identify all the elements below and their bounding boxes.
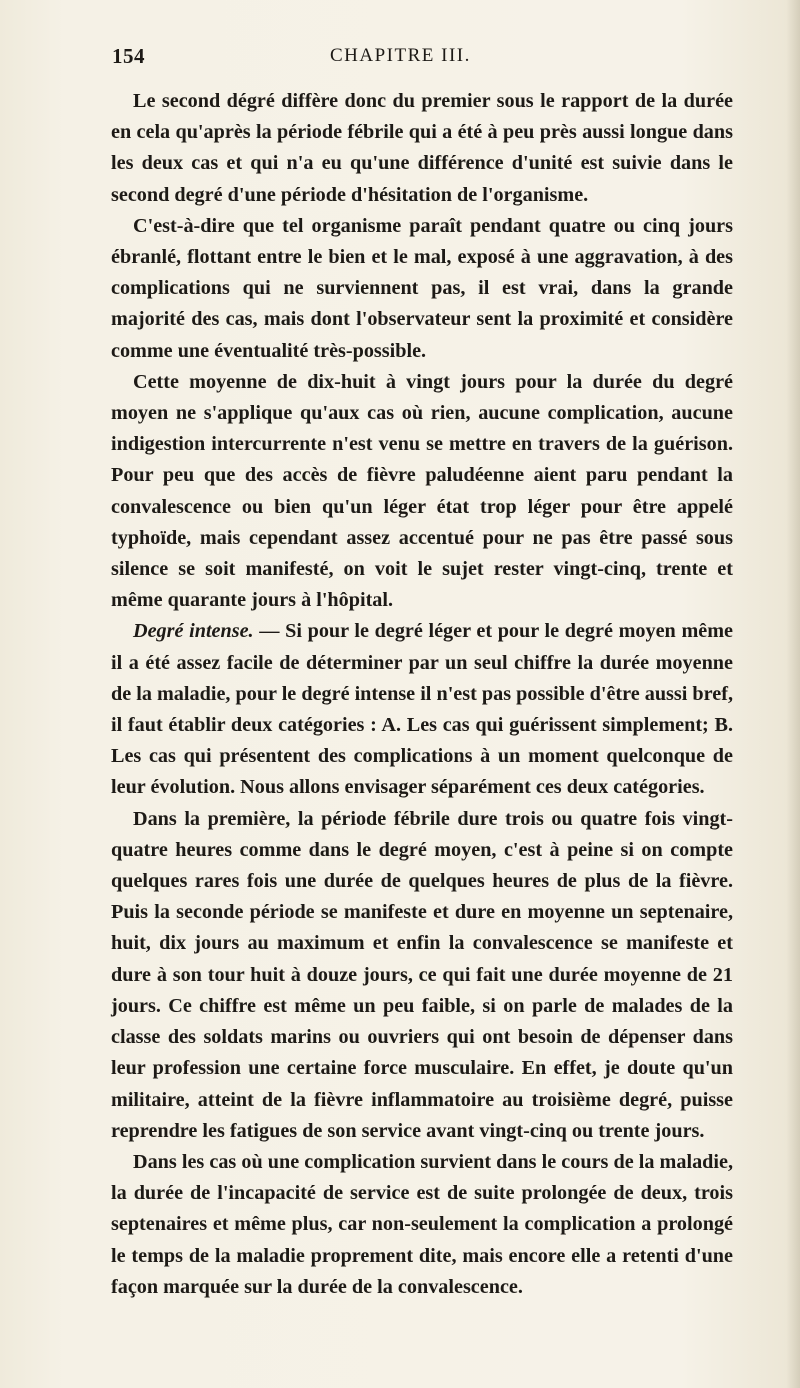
page-number: 154 <box>112 44 145 68</box>
running-head: CHAPITRE III. <box>330 45 471 66</box>
paragraph-4-text: — Si pour le degré léger et pour le degré moyen même il a été assez facile de déterminer par un seul chiffre la durée moyenne de la maladie, pour le degré intense il n'est pas possible d'être aussi bref, il faut établir deux catégories : A. Les cas qui guérissent simplement; B. Les cas qui présentent des complications à un moment quelconque de leur évolution. Nous allons envisager séparément ces deux catégories. <box>111 620 733 799</box>
section-lead-degre-intense: Degré intense. <box>133 620 254 643</box>
paragraph-5: Dans la première, la période fébrile dure trois ou quatre fois vingt-quatre heures comme dans le degré moyen, c'est à peine si on compte quelques rares fois une durée de quelques heures de plus de la fièvre. Puis la seconde période se manifeste et dure en moyenne un septenaire, huit, dix jours au maximum et enfin la convalescence se manifeste et dure à son tour huit à douze jours, ce qui fait une durée moyenne de 21 jours. Ce chiffre est même un peu faible, si on parle de malades de la classe des soldats marins ou ouvriers qui ont besoin de dépenser dans leur profession une certaine force musculaire. En effet, je doute qu'un militaire, atteint de la fièvre inflammatoire au troisième degré, puisse reprendre les fatigues de son service avant vingt-cinq ou trente jours. <box>111 807 733 1142</box>
page-header <box>112 44 732 74</box>
page-edge-shadow <box>786 0 800 1388</box>
body-text <box>111 86 733 1303</box>
paragraph-1: Le second dégré diffère donc du premier sous le rapport de la durée en cela qu'après la période fébrile qui a été à peu près aussi longue dans les deux cas et qui n'a eu qu'une différence d'unité est suivie dans le second degré d'une période d'hésitation de l'organisme. <box>111 90 733 206</box>
paragraph-3: Cette moyenne de dix-huit à vingt jours pour la durée du degré moyen ne s'applique qu'aux cas où rien, aucune complication, aucune indigestion intercurrente n'est venu se mettre en travers de la guérison. Pour peu que des accès de fièvre paludéenne aient paru pendant la convalescence ou bien qu'un léger état trop léger pour être appelé typhoïde, mais cependant assez accentué pour ne pas être passé sous silence se soit manifesté, on voit le sujet rester vingt-cinq, trente et même quarante jours à l'hôpital. <box>111 370 733 612</box>
paragraph-4 <box>111 616 733 803</box>
paragraph-6: Dans les cas où une complication survient dans le cours de la maladie, la durée de l'incapacité de service est de suite prolongée de deux, trois septenaires et même plus, car non-seulement la complication a prolongé le temps de la maladie proprement dite, mais encore elle a retenti d'une façon marquée sur la durée de la convalescence. <box>111 1150 733 1298</box>
paragraph-2: C'est-à-dire que tel organisme paraît pendant quatre ou cinq jours ébranlé, flottant entre le bien et le mal, exposé à une aggravation, à des complications qui ne surviennent pas, il est vrai, dans la grande majorité des cas, mais dont l'observateur sent la proximité et considère comme une éventualité très-possible. <box>111 214 733 362</box>
